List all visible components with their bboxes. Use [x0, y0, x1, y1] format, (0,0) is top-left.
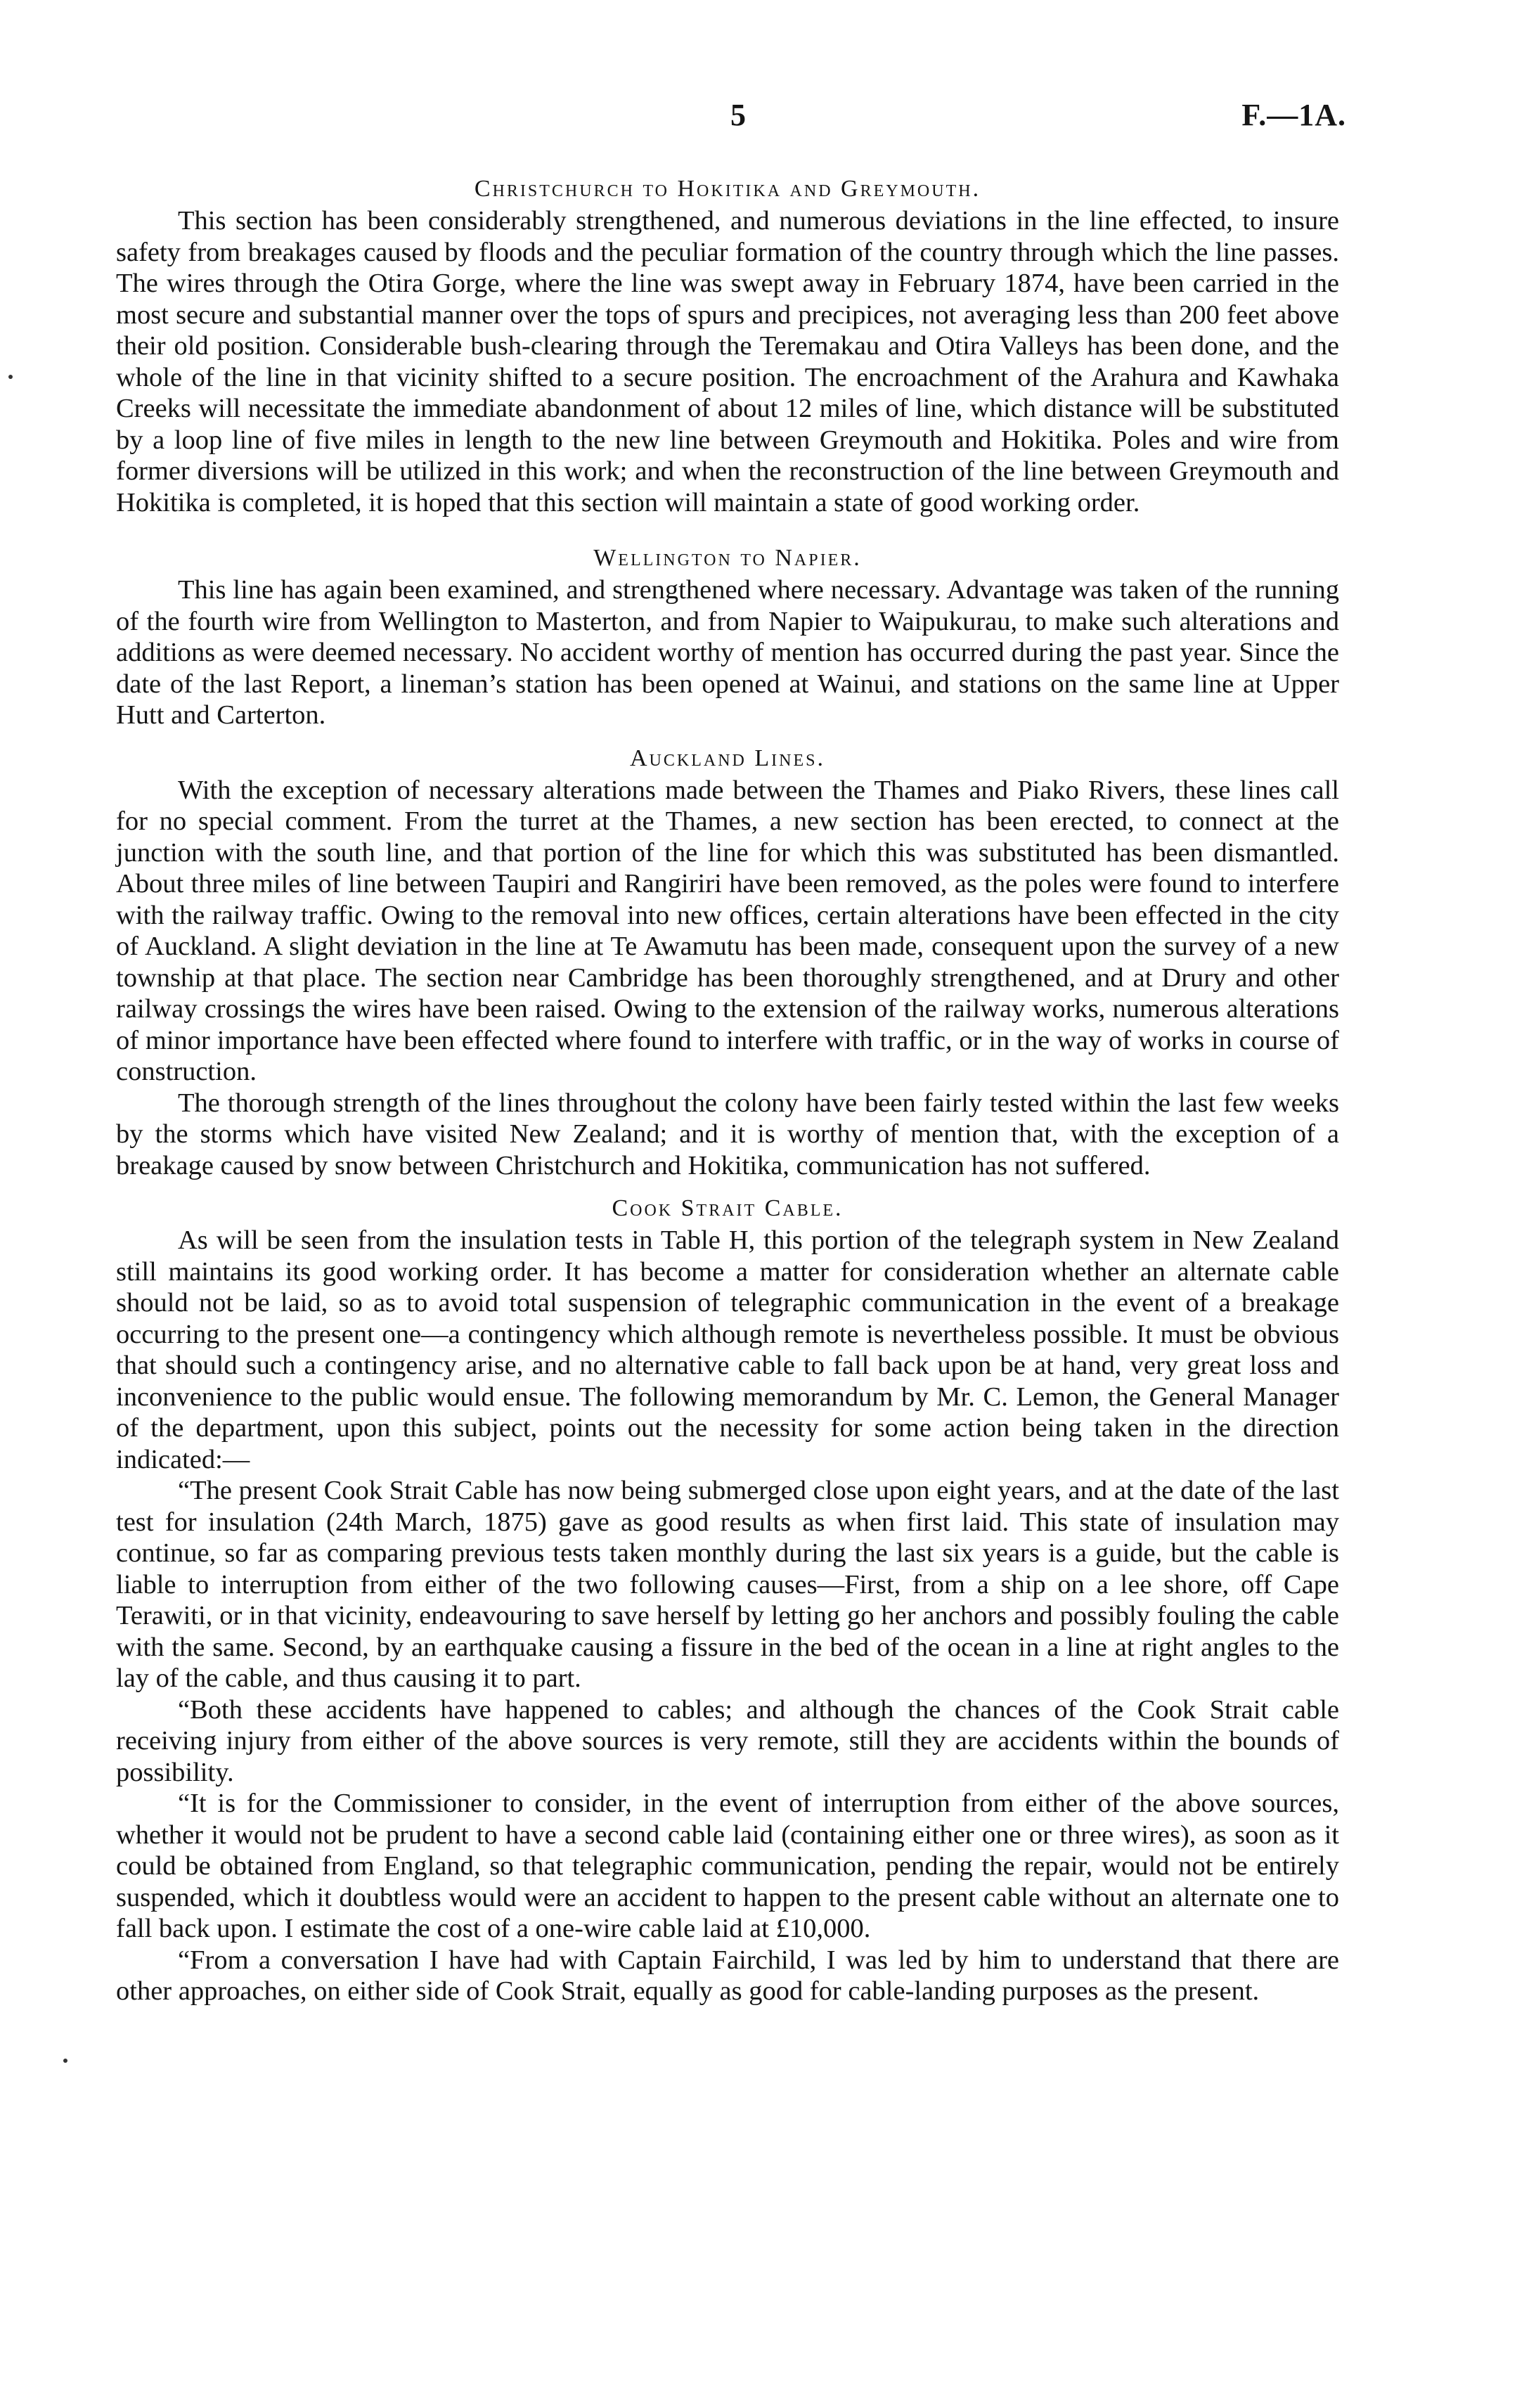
- section-christchurch-hokitika: [116, 174, 1339, 518]
- paragraph: The thorough strength of the lines throughout the colony have been fairly tested within the last few weeks by the storms which have visited New Zealand; and it is worthy of mention that, with the exception of a breakage caused by snow between Christchurch and Hokitika, communication has not suffered.: [116, 1088, 1339, 1180]
- quoted-paragraph: “It is for the Commissioner to consider, in the event of interruption from either of the above sources, whether it would not be prudent to have a second cable laid (containing either one or three wires), as soon as it could be obtained from England, so that telegraphic communication, pending the repair, would not be entirely suspended, which it doubtless would were an accident to happen to the present cable without an alternate one to fall back upon. I estimate the cost of a one-wire cable laid at £10,000.: [116, 1789, 1339, 1943]
- paragraph: This section has been considerably strengthened, and numerous deviations in the line effected, to insure safety from breakages caused by floods and the peculiar formation of the country through which the line passes. The wires through the Otira Gorge, where the line was swept away in February 1874, have been carried in the most secure and substantial manner over the tops of spurs and precipices, not averaging less than 200 feet above their old position. Considerable bush-clearing through the Teremakau and Otira Valleys has been done, and the whole of the line in that vicinity shifted to a secure position. The encroachment of the Arahura and Kawhaka Creeks will necessitate the immediate abandonment of about 12 miles of line, which distance will be substituted by a loop line of five miles in length to the new line between Greymouth and Hokitika. Poles and wire from former diversions will be utilized in this work; and when the reconstruction of the line between Greymouth and Hokitika is completed, it is hoped that this section will maintain a state of good working order.: [116, 206, 1339, 517]
- section-cook-strait-cable: [116, 1194, 1339, 2007]
- quoted-paragraph: “The present Cook Strait Cable has now being submerged close upon eight years, and at the date of the last test for insulation (24th March, 1875) gave as good results as when first laid. This state of insulation may continue, so far as comparing previous tests taken monthly during the last six years is a guide, but the cable is liable to interruption from either of the two following causes—First, from a ship on a lee shore, off Cape Terawiti, or in that vicinity, endeavouring to save herself by letting go her anchors and possibly fouling the cable with the same. Second, by an earthquake causing a fissure in the bed of the ocean in a line at right angles to the lay of the cable, and thus causing it to part.: [116, 1476, 1339, 1693]
- section-wellington-napier: [116, 543, 1339, 731]
- body-text: [116, 174, 1339, 2007]
- section-auckland-lines: [116, 744, 1339, 1182]
- paragraph: This line has again been examined, and strengthened where necessary. Advantage was taken of the running of the fourth wire from Wellington to Masterton, and from Napier to Waipukurau, to make such alterations and additions as were deemed necessary. No accident worthy of mention has occurred during the past year. Since the date of the last Report, a lineman’s station has been opened at Wainui, and stations on the same line at Upper Hutt and Carterton.: [116, 575, 1339, 730]
- section-heading: Wellington to Napier.: [593, 545, 862, 571]
- page-number: 5: [730, 98, 746, 132]
- quoted-paragraph: “From a conversation I have had with Captain Fairchild, I was led by him to understand that there are other approaches, on either side of Cook Strait, equally as good for cable-landing purposes as the present.: [116, 1945, 1339, 2006]
- section-gap: [116, 731, 1339, 744]
- section-heading: Auckland Lines.: [630, 745, 825, 771]
- section-heading: Cook Strait Cable.: [612, 1195, 844, 1221]
- margin-speck: [63, 2059, 67, 2063]
- section-gap: [116, 518, 1339, 543]
- document-reference: F.—1A.: [1241, 98, 1346, 132]
- section-heading: Christchurch to Hokitika and Greymouth.: [474, 176, 981, 202]
- paragraph: As will be seen from the insulation tests in Table H, this portion of the telegraph system in New Zealand still maintains its good working order. It has become a matter for consideration whether an alternate cable should not be laid, so as to avoid total suspension of telegraphic communication in the event of a breakage occurring to the present one—a contingency which although remote is nevertheless possible. It must be obvious that should such a contingency arise, and no alternative cable to fall back upon be at hand, very great loss and inconvenience to the public would ensue. The following memorandum by Mr. C. Lemon, the General Manager of the department, upon this subject, points out the necessity for some action being taken in the direction indicated:—: [116, 1225, 1339, 1474]
- quoted-paragraph: “Both these accidents have happened to cables; and although the chances of the Cook Strait cable receiving injury from either of the above sources is very remote, still they are accidents within the bounds of possibility.: [116, 1694, 1339, 1787]
- section-gap: [116, 1181, 1339, 1194]
- margin-speck: [8, 375, 13, 379]
- paragraph: With the exception of necessary alterations made between the Thames and Piako Rivers, these lines call for no special comment. From the turret at the Thames, a new section has been erected, to connect at the junction with the south line, and that portion of the line for which this was substituted has been dismantled. About three miles of line between Taupiri and Rangiriri have been removed, as the poles were found to interfere with the railway traffic. Owing to the removal into new offices, certain alterations have been effected in the city of Auckland. A slight deviation in the line at Te Awamutu has been made, consequent upon the survey of a new township at that place. The section near Cambridge has been thoroughly strengthened, and at Drury and other railway crossings the wires have been raised. Owing to the extension of the railway works, numerous alterations of minor importance have been effected where found to interfere with traffic, or in the way of works in course of construction.: [116, 775, 1339, 1086]
